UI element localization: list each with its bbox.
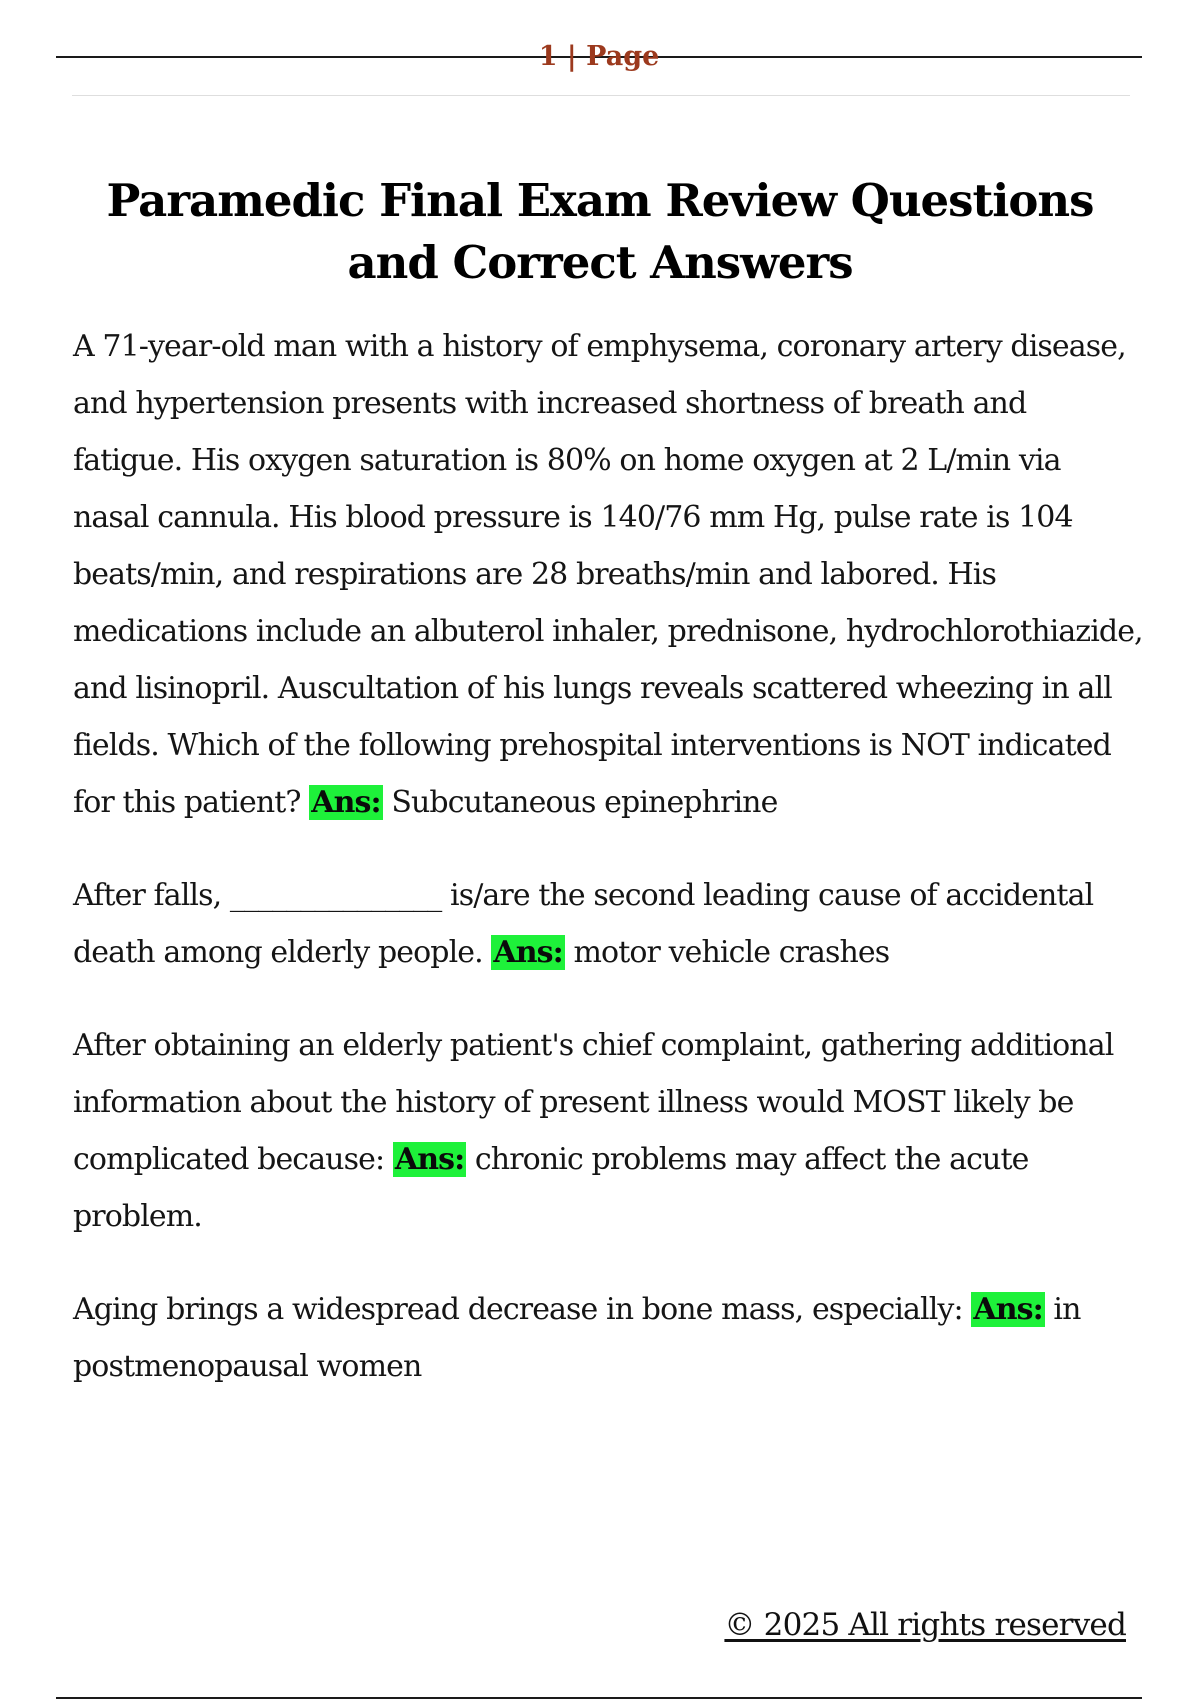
copyright-notice: © 2025 All rights reserved [724, 1607, 1126, 1643]
page-number: 1 | Page [538, 41, 660, 72]
qa-item [73, 1281, 1143, 1395]
question-text: After falls, _______________ is/are the second leading cause of accidental death among elderly people. [73, 878, 1094, 970]
answer-text: Subcutaneous epinephrine [391, 785, 778, 820]
qa-item [73, 318, 1143, 831]
question-text: A 71-year-old man with a history of emphysema, coronary artery disease, and hypertension presents with increased shortness of breath and fatigue. His oxygen saturation is 80% on home oxygen at 2 L/min via nasal cannula. His blood pressure is 140/76 mm Hg, pulse rate is 104 beats/min, and respirations are 28 breaths/min and labored. His medications include an albuterol inhaler, prednisone, hydrochlorothiazide, and lisinopril. Auscultation of his lungs reveals scattered wheezing in all fields. Which of the following prehospital interventions is NOT indicated for this patient? [73, 329, 1143, 820]
answer-text: in postmenopausal women [73, 1292, 1081, 1384]
qa-list [73, 318, 1143, 1431]
header-divider [72, 95, 1130, 96]
qa-item [73, 1017, 1143, 1245]
answer-label: Ans: [394, 1142, 465, 1177]
question-text: After obtaining an elderly patient's chief complaint, gathering additional information about the history of present illness would MOST likely be complicated because: [73, 1028, 1114, 1177]
question-text: Aging brings a widespread decrease in bone mass, especially: [73, 1292, 963, 1327]
answer-label: Ans: [493, 935, 563, 970]
qa-item [73, 867, 1143, 981]
answer-text: motor vehicle crashes [573, 935, 890, 970]
footer-rule [56, 1697, 1142, 1699]
answer-label: Ans: [973, 1292, 1043, 1327]
answer-label: Ans: [311, 785, 381, 820]
document-title: Paramedic Final Exam Review Questions and Correct Answers [106, 174, 1094, 289]
answer-text: chronic problems may affect the acute problem. [73, 1142, 1029, 1234]
page-header [56, 40, 1142, 76]
